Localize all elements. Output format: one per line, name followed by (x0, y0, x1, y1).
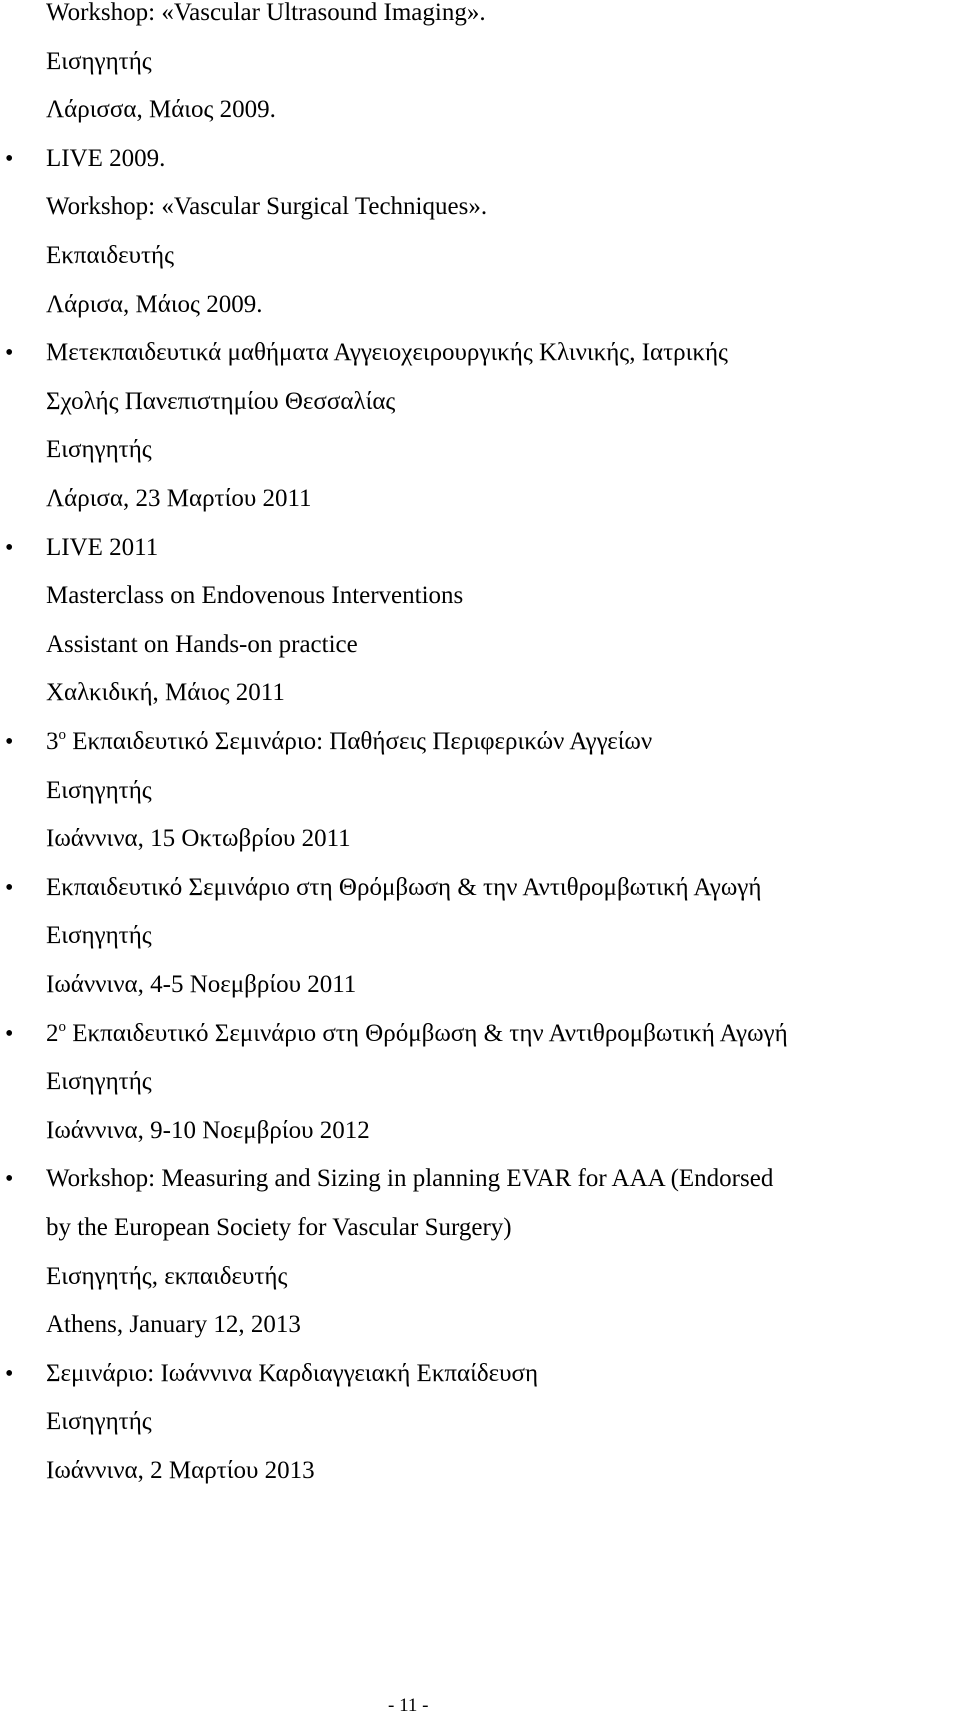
entry-detail: Εκπαιδευτής (46, 242, 174, 269)
bullet-point: • (5, 340, 14, 366)
entry-detail: Λάρισα, 23 Μαρτίου 2011 (46, 485, 312, 512)
ordinal-number: 3 (46, 728, 59, 755)
ordinal-suffix: ο (58, 727, 66, 743)
entry-title: LIVE 2009. (46, 145, 166, 172)
bullet-point: • (5, 146, 14, 172)
entry-detail: Χαλκιδική, Μάιος 2011 (46, 679, 285, 706)
entry-detail: Masterclass on Endovenous Interventions (46, 582, 464, 609)
bullet-point: • (5, 875, 14, 901)
bullet-point: • (5, 535, 14, 561)
entry-detail: Εισηγητής (46, 48, 152, 75)
entry-detail: by the European Society for Vascular Surgery) (46, 1214, 512, 1241)
entry-detail: Λάρισσα, Μάιος 2009. (46, 96, 276, 123)
entry-title-text: Εκπαιδευτικό Σεμινάριο: Παθήσεις Περιφερικών Αγγείων (66, 728, 653, 755)
entry-detail: Εισηγητής (46, 436, 152, 463)
bullet-point: • (5, 729, 14, 755)
ordinal-suffix: ο (58, 1019, 66, 1035)
bullet-point: • (5, 1021, 14, 1047)
entry-detail: Ιωάννινα, 2 Μαρτίου 2013 (46, 1457, 315, 1484)
entry-detail: Athens, January 12, 2013 (46, 1311, 301, 1338)
page-number: - 11 - (388, 1695, 429, 1716)
bullet-point: • (5, 1361, 14, 1387)
entry-title: LIVE 2011 (46, 534, 159, 561)
entry-title (46, 1019, 788, 1049)
entry-detail: Assistant on Hands-on practice (46, 631, 358, 658)
entry-detail: Workshop: «Vascular Surgical Techniques». (46, 193, 488, 220)
ordinal-number: 2 (46, 1020, 59, 1047)
entry-title: Σεμινάριο: Ιωάννινα Καρδιαγγειακή Εκπαίδευση (46, 1360, 539, 1387)
entry-detail: Ιωάννινα, 15 Οκτωβρίου 2011 (46, 825, 351, 852)
entry-detail: Ιωάννινα, 9-10 Νοεμβρίου 2012 (46, 1117, 370, 1144)
entry-title: Workshop: «Vascular Ultrasound Imaging». (46, 0, 486, 26)
bullet-point: • (5, 1166, 14, 1192)
entry-title: Workshop: Measuring and Sizing in planning EVAR for AAA (Endorsed (46, 1165, 774, 1192)
entry-title-text: Εκπαιδευτικό Σεμινάριο στη Θρόμβωση & την Αντιθρομβωτική Αγωγή (66, 1020, 788, 1047)
entry-title (46, 727, 652, 757)
entry-detail: Εισηγητής (46, 922, 152, 949)
entry-title: Μετεκπαιδευτικά μαθήματα Αγγειοχειρουργικής Κλινικής, Ιατρικής (46, 339, 728, 366)
entry-detail: Σχολής Πανεπιστημίου Θεσσαλίας (46, 388, 396, 415)
entry-detail: Λάρισα, Μάιος 2009. (46, 291, 263, 318)
entry-title: Εκπαιδευτικό Σεμινάριο στη Θρόμβωση & την Αντιθρομβωτική Αγωγή (46, 874, 762, 901)
entry-detail: Εισηγητής (46, 777, 152, 804)
entry-detail: Εισηγητής (46, 1068, 152, 1095)
entry-detail: Εισηγητής (46, 1408, 152, 1435)
entry-detail: Ιωάννινα, 4-5 Νοεμβρίου 2011 (46, 971, 357, 998)
entry-detail: Εισηγητής, εκπαιδευτής (46, 1263, 288, 1290)
